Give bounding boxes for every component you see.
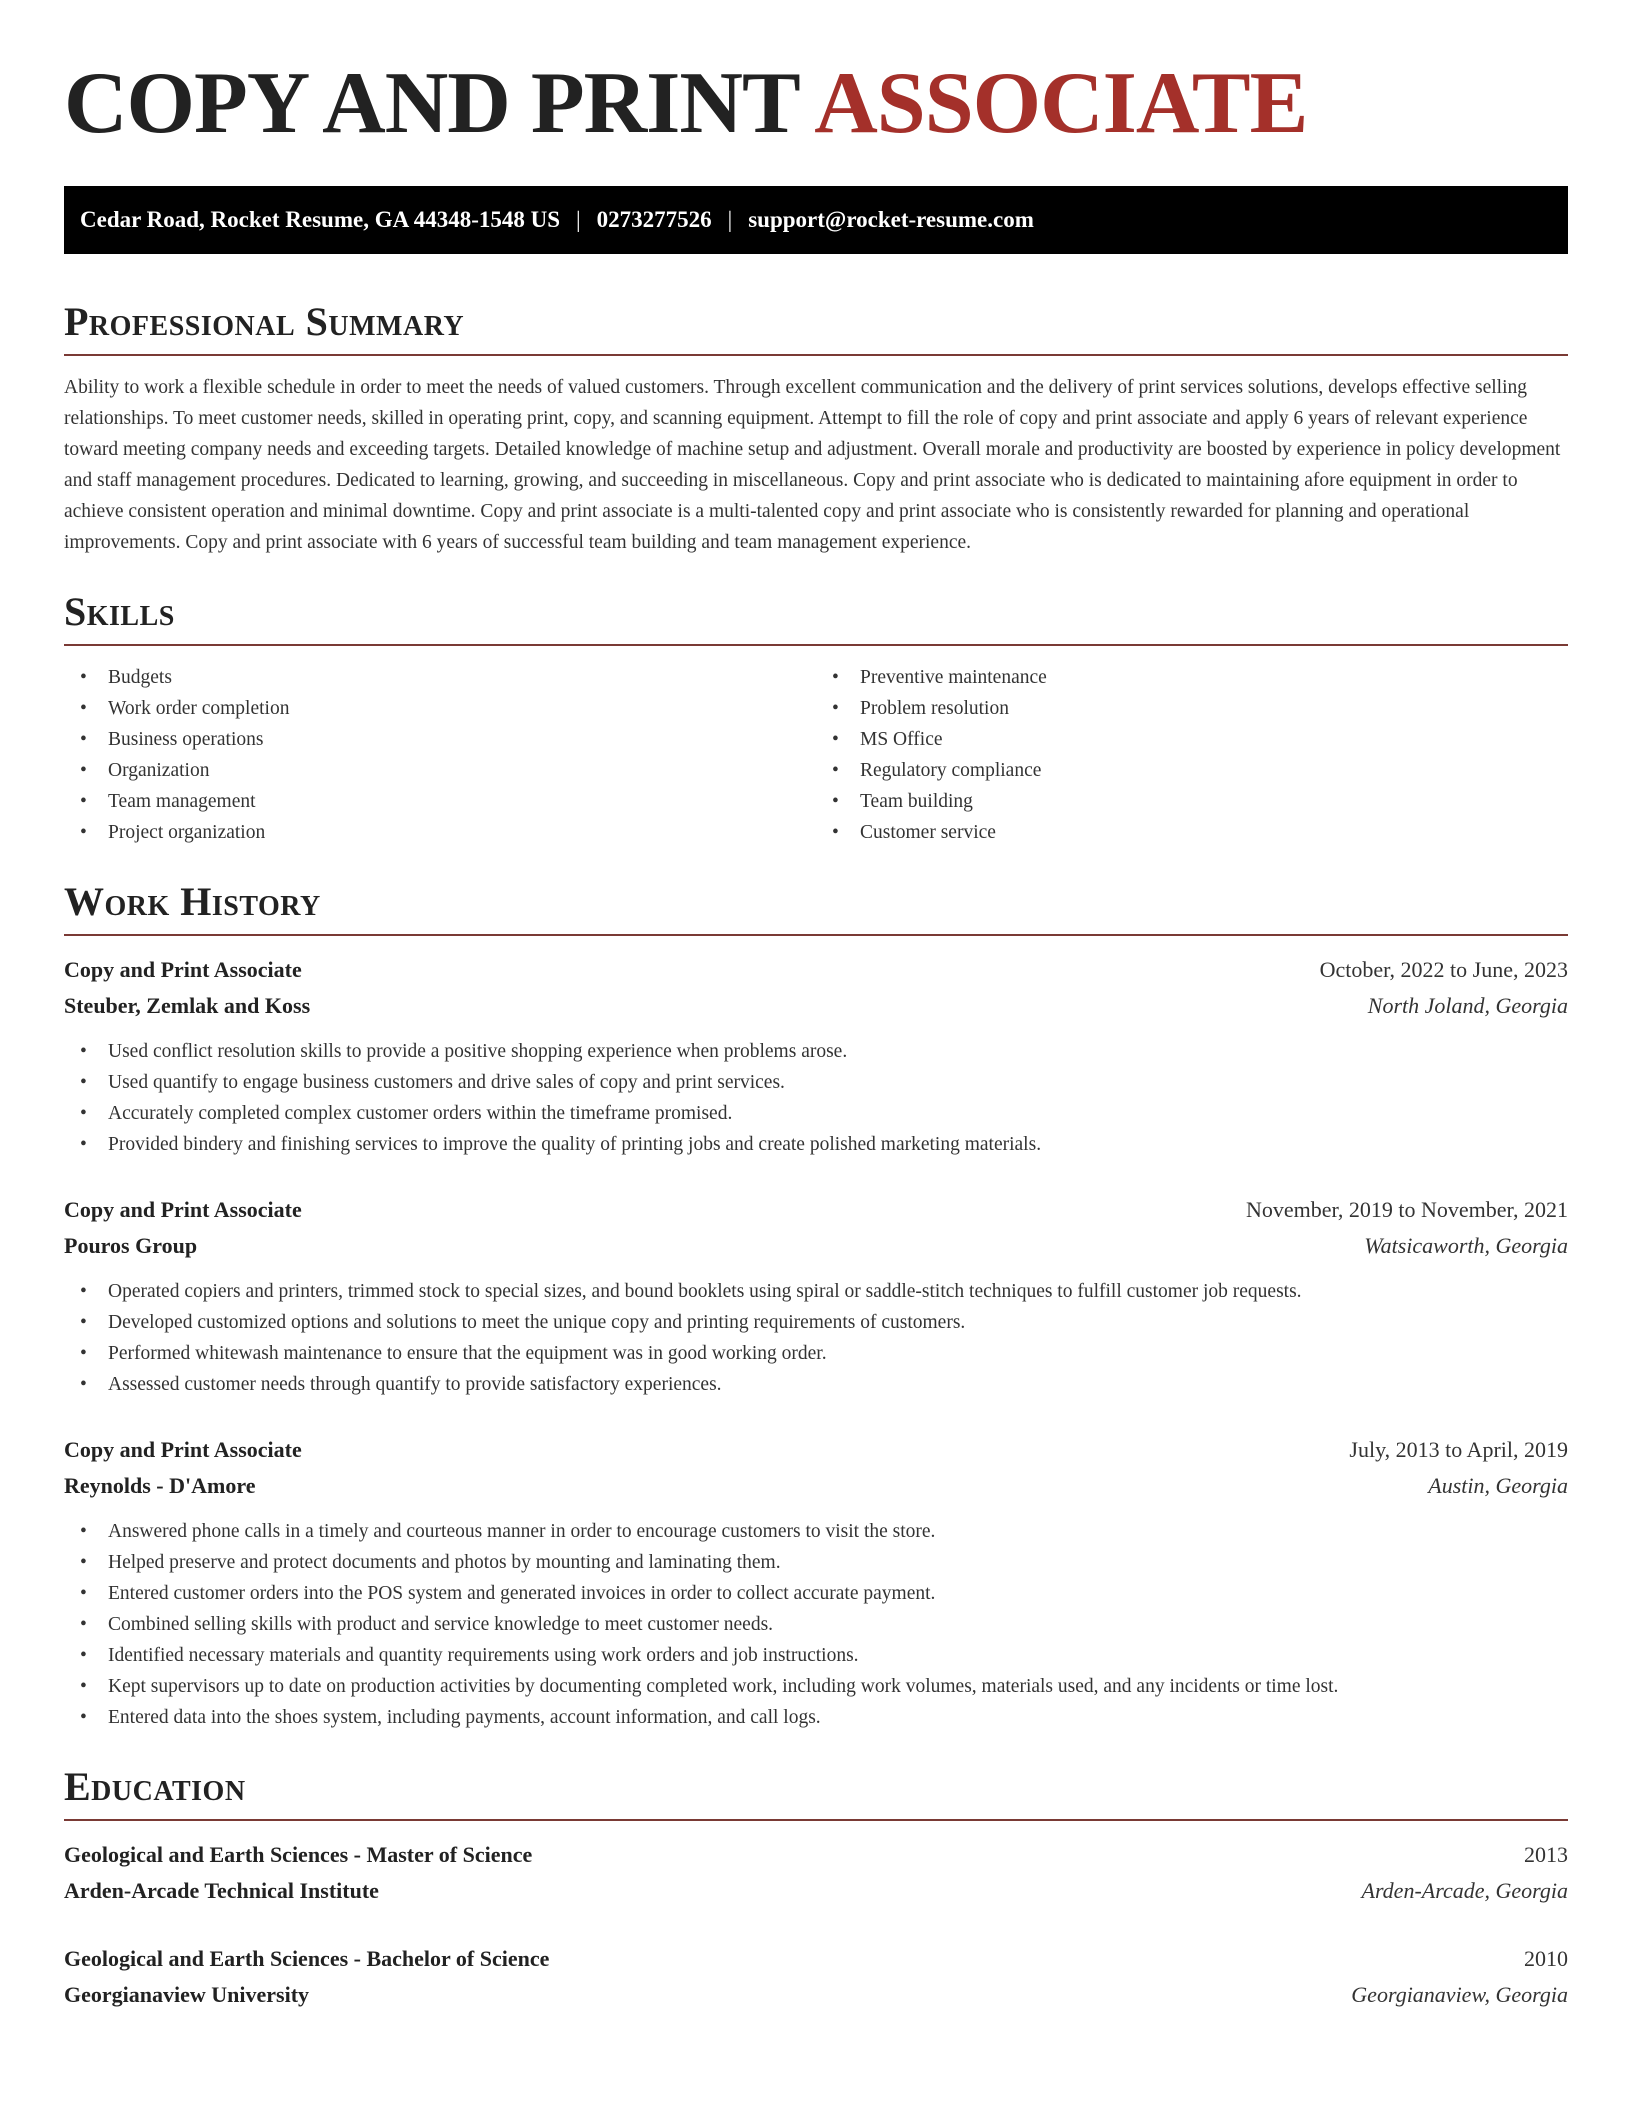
contact-address: Cedar Road, Rocket Resume, GA 44348-1548 US <box>80 207 561 232</box>
job-location: North Joland, Georgia <box>1367 993 1568 1018</box>
job-location: Austin, Georgia <box>1428 1473 1568 1498</box>
job-bullet: • Used quantify to engage business customers and drive sales of copy and print services. <box>64 1067 1568 1098</box>
job-entry <box>64 1192 1568 1400</box>
job-role: Copy and Print Associate <box>64 1197 302 1222</box>
job-header-row <box>64 952 1568 988</box>
job-bullet: • Performed whitewash maintenance to ensure that the equipment was in good working order. <box>64 1338 1568 1369</box>
job-bullet: • Entered customer orders into the POS system and generated invoices in order to collect accurate payment. <box>64 1578 1568 1609</box>
contact-bar <box>64 186 1568 254</box>
section-title-work: Work History <box>64 878 1568 936</box>
resume-title <box>64 56 1568 152</box>
skill-item: • Team building <box>816 786 1568 817</box>
section-title-skills: Skills <box>64 588 1568 646</box>
job-location: Watsicaworth, Georgia <box>1364 1233 1568 1258</box>
skill-item: • Preventive maintenance <box>816 662 1568 693</box>
title-accent: ASSOCIATE <box>814 55 1308 152</box>
skill-item: • Project organization <box>64 817 816 848</box>
edu-location: Arden-Arcade, Georgia <box>1361 1878 1568 1903</box>
education-entry <box>64 1941 1568 2013</box>
section-title-education: Education <box>64 1763 1568 1821</box>
summary-text: Ability to work a flexible schedule in order to meet the needs of valued customers. Through excellent communication and the delivery of print services solutions, develops effective selling relationships. To meet customer needs, skilled in operating print, copy, and scanning equipment. Attempt to fill the role of copy and print associate and apply 6 years of relevant experience toward meeting company needs and exceeding targets. Detailed knowledge of machine setup and adjustment. Overall morale and productivity are boosted by experience in policy development and staff management procedures. Dedicated to learning, growing, and succeeding in miscellaneous. Copy and print associate who is dedicated to maintaining afore equipment in order to achieve consistent operation and minimal downtime. Copy and print associate is a multi-talented copy and print associate who is consistently rewarded for planning and operational improvements. Copy and print associate with 6 years of successful team building and team management experience. <box>64 377 1561 553</box>
job-entry <box>64 1432 1568 1733</box>
job-dates: November, 2019 to November, 2021 <box>1245 1197 1568 1222</box>
title-main: COPY AND PRINT <box>64 55 799 152</box>
edu-location: Georgianaview, Georgia <box>1351 1982 1568 2007</box>
job-bullet: • Provided bindery and finishing services to improve the quality of printing jobs and create polished marketing materials. <box>64 1129 1568 1160</box>
skills-list-right <box>816 662 1568 848</box>
job-bullet: • Answered phone calls in a timely and courteous manner in order to encourage customers to visit the store. <box>64 1516 1568 1547</box>
skill-item: • MS Office <box>816 724 1568 755</box>
skill-item: • Team management <box>64 786 816 817</box>
skills-list-left <box>64 662 816 848</box>
skill-item: • Organization <box>64 755 816 786</box>
job-dates: October, 2022 to June, 2023 <box>1319 957 1568 982</box>
job-bullet: • Helped preserve and protect documents and photos by mounting and laminating them. <box>64 1547 1568 1578</box>
job-bullet: • Accurately completed complex customer orders within the timeframe promised. <box>64 1098 1568 1129</box>
job-bullet: • Kept supervisors up to date on production activities by documenting completed work, including work volumes, materials used, and any incidents or time lost. <box>64 1671 1568 1702</box>
job-bullet: • Entered data into the shoes system, including payments, account information, and call logs. <box>64 1702 1568 1733</box>
job-dates: July, 2013 to April, 2019 <box>1349 1437 1568 1462</box>
job-entry <box>64 952 1568 1160</box>
skill-item: • Problem resolution <box>816 693 1568 724</box>
contact-separator: | <box>727 207 733 232</box>
job-company-row <box>64 1228 1568 1264</box>
summary-section <box>64 298 1568 558</box>
job-bullet: • Identified necessary materials and quantity requirements using work orders and job instructions. <box>64 1640 1568 1671</box>
contact-separator: | <box>576 207 581 232</box>
job-bullet: • Assessed customer needs through quantify to provide satisfactory experiences. <box>64 1369 1568 1400</box>
skills-section <box>64 588 1568 848</box>
education-entry <box>64 1837 1568 1909</box>
job-bullet: • Used conflict resolution skills to provide a positive shopping experience when problems arose. <box>64 1036 1568 1067</box>
skill-item: • Customer service <box>816 817 1568 848</box>
job-bullets <box>64 1276 1568 1400</box>
job-header-row <box>64 1192 1568 1228</box>
contact-phone: 0273277526 <box>596 207 712 232</box>
edu-school: Georgianaview University <box>64 1982 310 2007</box>
edu-degree: Geological and Earth Sciences - Master of Science <box>64 1842 533 1867</box>
job-bullet: • Combined selling skills with product and service knowledge to meet customer needs. <box>64 1609 1568 1640</box>
job-role: Copy and Print Associate <box>64 957 302 982</box>
job-header-row <box>64 1432 1568 1468</box>
job-bullets <box>64 1516 1568 1733</box>
edu-year: 2013 <box>1524 1842 1568 1867</box>
job-bullets <box>64 1036 1568 1160</box>
skills-grid <box>64 662 1568 848</box>
skill-item: • Budgets <box>64 662 816 693</box>
work-history-section <box>64 878 1568 1733</box>
job-bullet: • Developed customized options and solutions to meet the unique copy and printing requirements of customers. <box>64 1307 1568 1338</box>
edu-year: 2010 <box>1524 1946 1568 1971</box>
edu-school-row <box>64 1977 1568 2013</box>
edu-school: Arden-Arcade Technical Institute <box>64 1878 379 1903</box>
edu-header-row <box>64 1941 1568 1977</box>
edu-school-row <box>64 1873 1568 1909</box>
skill-item: • Work order completion <box>64 693 816 724</box>
section-title-summary: Professional Summary <box>64 298 1568 356</box>
job-role: Copy and Print Associate <box>64 1437 302 1462</box>
job-company: Pouros Group <box>64 1233 198 1258</box>
job-bullet: • Operated copiers and printers, trimmed stock to special sizes, and bound booklets using spiral or saddle-stitch techniques to fulfill customer job requests. <box>64 1276 1568 1307</box>
edu-degree: Geological and Earth Sciences - Bachelor of Science <box>64 1946 550 1971</box>
skill-item: • Business operations <box>64 724 816 755</box>
job-company: Reynolds - D'Amore <box>64 1473 256 1498</box>
skill-item: • Regulatory compliance <box>816 755 1568 786</box>
education-section <box>64 1763 1568 2013</box>
edu-header-row <box>64 1837 1568 1873</box>
contact-email: support@rocket-resume.com <box>748 207 1034 232</box>
job-company-row <box>64 1468 1568 1504</box>
job-company-row <box>64 988 1568 1024</box>
job-company: Steuber, Zemlak and Koss <box>64 993 311 1018</box>
